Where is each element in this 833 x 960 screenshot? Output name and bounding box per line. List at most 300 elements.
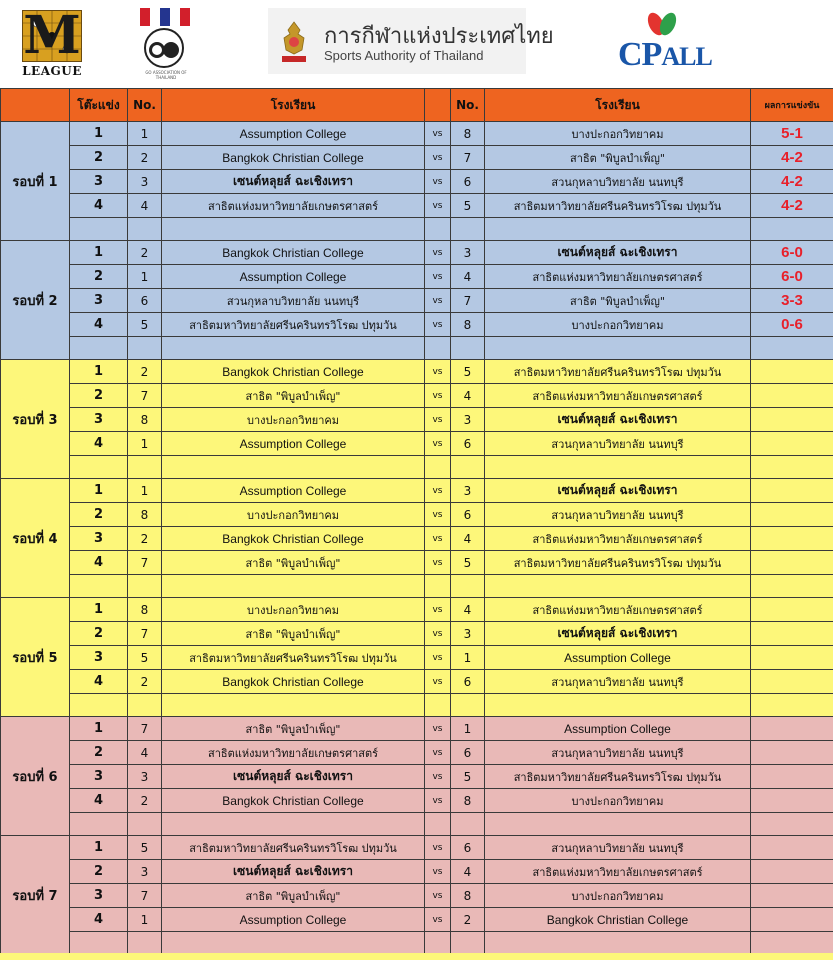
- school-2: สาธิตแห่งมหาวิทยาลัยเกษตรศาสตร์: [485, 598, 751, 622]
- board-number: 2: [70, 384, 128, 408]
- match-result: 4-2: [751, 194, 833, 218]
- board-number: 1: [70, 598, 128, 622]
- match-row: [1, 884, 833, 908]
- player-no-1: 1: [128, 122, 162, 146]
- match-result: [751, 765, 833, 789]
- spacer-row: [1, 575, 833, 598]
- player-no-2: 4: [451, 527, 485, 551]
- vs-label: vs: [425, 622, 451, 646]
- player-no-1: 8: [128, 408, 162, 432]
- vs-label: vs: [425, 479, 451, 503]
- player-no-1: 2: [128, 670, 162, 694]
- school-1: เซนต์หลุยส์ ฉะเชิงเทรา: [162, 860, 425, 884]
- board-number: 2: [70, 860, 128, 884]
- match-result: [751, 622, 833, 646]
- player-no-1: 2: [128, 789, 162, 813]
- spacer-cell: [751, 456, 833, 479]
- school-2: สาธิตมหาวิทยาลัยศรีนครินทรวิโรฒ ปทุมวัน: [485, 194, 751, 218]
- match-result: [751, 527, 833, 551]
- player-no-1: 3: [128, 860, 162, 884]
- cpall-wordmark: [618, 36, 712, 74]
- board-number: 2: [70, 503, 128, 527]
- round-label: รอบที่ 6: [1, 717, 70, 836]
- vs-label: vs: [425, 717, 451, 741]
- spacer-cell: [451, 218, 485, 241]
- match-result: [751, 860, 833, 884]
- vs-label: vs: [425, 551, 451, 575]
- spacer-cell: [70, 813, 128, 836]
- spacer-cell: [162, 932, 425, 955]
- school-2: เซนต์หลุยส์ ฉะเชิงเทรา: [485, 479, 751, 503]
- player-no-1: 7: [128, 884, 162, 908]
- player-no-2: 8: [451, 884, 485, 908]
- spacer-cell: [162, 813, 425, 836]
- player-no-1: 2: [128, 360, 162, 384]
- match-result: 3-3: [751, 289, 833, 313]
- spacer-row: [1, 813, 833, 836]
- vs-label: vs: [425, 408, 451, 432]
- spacer-cell: [425, 932, 451, 955]
- schedule-body: [1, 122, 833, 955]
- logo-bar: [0, 0, 833, 88]
- cpall-cp: CP: [618, 36, 662, 73]
- school-2: สวนกุหลาบวิทยาลัย นนทบุรี: [485, 836, 751, 860]
- vs-label: vs: [425, 432, 451, 456]
- spacer-cell: [485, 694, 751, 717]
- player-no-1: 4: [128, 194, 162, 218]
- school-2: สาธิตมหาวิทยาลัยศรีนครินทรวิโรฒ ปทุมวัน: [485, 360, 751, 384]
- school-1: Bangkok Christian College: [162, 670, 425, 694]
- match-row: [1, 408, 833, 432]
- spacer-cell: [70, 694, 128, 717]
- vs-label: vs: [425, 360, 451, 384]
- vs-label: vs: [425, 765, 451, 789]
- match-result: 5-1: [751, 122, 833, 146]
- sat-english-name: Sports Authority of Thailand: [324, 48, 484, 63]
- school-1: สาธิต "พิบูลบำเพ็ญ": [162, 884, 425, 908]
- school-2: สาธิตแห่งมหาวิทยาลัยเกษตรศาสตร์: [485, 384, 751, 408]
- school-1: สาธิตแห่งมหาวิทยาลัยเกษตรศาสตร์: [162, 741, 425, 765]
- match-row: [1, 765, 833, 789]
- match-result: [751, 836, 833, 860]
- spacer-cell: [485, 218, 751, 241]
- spacer-cell: [162, 218, 425, 241]
- match-row: [1, 717, 833, 741]
- match-result: [751, 717, 833, 741]
- cpall-flower-icon: [642, 8, 682, 38]
- school-2: สวนกุหลาบวิทยาลัย นนทบุรี: [485, 670, 751, 694]
- spacer-cell: [425, 337, 451, 360]
- vs-label: vs: [425, 789, 451, 813]
- spacer-cell: [128, 337, 162, 360]
- school-1: บางปะกอกวิทยาคม: [162, 503, 425, 527]
- vs-label: vs: [425, 860, 451, 884]
- spacer-cell: [425, 575, 451, 598]
- match-result: [751, 432, 833, 456]
- match-result: [751, 598, 833, 622]
- player-no-2: 4: [451, 598, 485, 622]
- round-label: รอบที่ 4: [1, 479, 70, 598]
- player-no-2: 8: [451, 313, 485, 337]
- player-no-1: 1: [128, 908, 162, 932]
- match-result: [751, 908, 833, 932]
- spacer-cell: [128, 813, 162, 836]
- player-no-1: 1: [128, 432, 162, 456]
- spacer-cell: [128, 932, 162, 955]
- school-2: สาธิตแห่งมหาวิทยาลัยเกษตรศาสตร์: [485, 265, 751, 289]
- board-number: 4: [70, 670, 128, 694]
- spacer-cell: [425, 694, 451, 717]
- player-no-1: 2: [128, 146, 162, 170]
- school-1: สาธิต "พิบูลบำเพ็ญ": [162, 717, 425, 741]
- spacer-row: [1, 932, 833, 955]
- school-2: เซนต์หลุยส์ ฉะเชิงเทรา: [485, 622, 751, 646]
- school-2: เซนต์หลุยส์ ฉะเชิงเทรา: [485, 408, 751, 432]
- school-1: Assumption College: [162, 122, 425, 146]
- header-round: [1, 89, 70, 122]
- mleague-letter: M: [23, 5, 81, 66]
- header-school-1: โรงเรียน: [162, 89, 425, 122]
- school-1: สาธิตมหาวิทยาลัยศรีนครินทรวิโรฒ ปทุมวัน: [162, 313, 425, 337]
- player-no-1: 7: [128, 717, 162, 741]
- match-row: [1, 479, 833, 503]
- board-number: 4: [70, 313, 128, 337]
- school-1: สาธิตแห่งมหาวิทยาลัยเกษตรศาสตร์: [162, 194, 425, 218]
- school-2: Assumption College: [485, 717, 751, 741]
- board-number: 2: [70, 265, 128, 289]
- round-label: รอบที่ 7: [1, 836, 70, 955]
- player-no-2: 7: [451, 146, 485, 170]
- school-2: สวนกุหลาบวิทยาลัย นนทบุรี: [485, 170, 751, 194]
- header-school-2: โรงเรียน: [485, 89, 751, 122]
- board-number: 1: [70, 122, 128, 146]
- player-no-1: 7: [128, 551, 162, 575]
- player-no-1: 5: [128, 836, 162, 860]
- go-association-caption: GO ASSOCIATION OF THAILAND: [145, 70, 187, 80]
- match-row: [1, 836, 833, 860]
- player-no-2: 3: [451, 479, 485, 503]
- school-1: Assumption College: [162, 908, 425, 932]
- spacer-cell: [425, 456, 451, 479]
- school-1: สาธิต "พิบูลบำเพ็ญ": [162, 622, 425, 646]
- player-no-1: 3: [128, 765, 162, 789]
- board-number: 3: [70, 289, 128, 313]
- match-result: [751, 551, 833, 575]
- match-row: [1, 265, 833, 289]
- board-number: 3: [70, 765, 128, 789]
- school-2: สวนกุหลาบวิทยาลัย นนทบุรี: [485, 503, 751, 527]
- player-no-2: 4: [451, 384, 485, 408]
- board-number: 1: [70, 836, 128, 860]
- match-result: 4-2: [751, 170, 833, 194]
- spacer-cell: [485, 813, 751, 836]
- vs-label: vs: [425, 598, 451, 622]
- school-2: สาธิตมหาวิทยาลัยศรีนครินทรวิโรฒ ปทุมวัน: [485, 765, 751, 789]
- match-row: [1, 551, 833, 575]
- schedule-table: [0, 88, 833, 955]
- board-number: 3: [70, 646, 128, 670]
- bottom-band: [0, 953, 833, 960]
- spacer-cell: [128, 218, 162, 241]
- player-no-2: 6: [451, 670, 485, 694]
- school-2: สาธิตแห่งมหาวิทยาลัยเกษตรศาสตร์: [485, 527, 751, 551]
- round-label: รอบที่ 1: [1, 122, 70, 241]
- player-no-2: 4: [451, 860, 485, 884]
- player-no-1: 8: [128, 598, 162, 622]
- school-1: Assumption College: [162, 432, 425, 456]
- match-result: [751, 741, 833, 765]
- school-2: บางปะกอกวิทยาคม: [485, 313, 751, 337]
- board-number: 1: [70, 241, 128, 265]
- cpall-all: ALL: [661, 42, 712, 71]
- mleague-label: LEAGUE: [22, 64, 82, 78]
- spacer-cell: [451, 456, 485, 479]
- vs-label: vs: [425, 741, 451, 765]
- player-no-1: 4: [128, 741, 162, 765]
- vs-label: vs: [425, 241, 451, 265]
- player-no-1: 3: [128, 170, 162, 194]
- spacer-row: [1, 694, 833, 717]
- match-row: [1, 527, 833, 551]
- player-no-2: 6: [451, 503, 485, 527]
- vs-label: vs: [425, 265, 451, 289]
- spacer-cell: [128, 575, 162, 598]
- match-row: [1, 289, 833, 313]
- match-row: [1, 122, 833, 146]
- go-association-logo: [140, 8, 192, 80]
- match-row: [1, 598, 833, 622]
- match-row: [1, 194, 833, 218]
- header-board: โต๊ะแข่ง: [70, 89, 128, 122]
- match-row: [1, 646, 833, 670]
- vs-label: vs: [425, 289, 451, 313]
- match-result: [751, 408, 833, 432]
- player-no-2: 5: [451, 551, 485, 575]
- match-result: [751, 670, 833, 694]
- school-1: Bangkok Christian College: [162, 789, 425, 813]
- sat-thai-name: การกีฬาแห่งประเทศไทย: [324, 24, 554, 49]
- player-no-1: 5: [128, 646, 162, 670]
- match-row: [1, 741, 833, 765]
- vs-label: vs: [425, 384, 451, 408]
- match-row: [1, 384, 833, 408]
- player-no-1: 2: [128, 527, 162, 551]
- match-row: [1, 360, 833, 384]
- match-result: [751, 789, 833, 813]
- spacer-row: [1, 218, 833, 241]
- board-number: 4: [70, 789, 128, 813]
- match-result: [751, 884, 833, 908]
- header-row: [1, 89, 833, 122]
- vs-label: vs: [425, 194, 451, 218]
- player-no-1: 8: [128, 503, 162, 527]
- vs-label: vs: [425, 313, 451, 337]
- board-number: 3: [70, 527, 128, 551]
- spacer-cell: [451, 337, 485, 360]
- player-no-1: 1: [128, 479, 162, 503]
- match-row: [1, 908, 833, 932]
- school-2: บางปะกอกวิทยาคม: [485, 884, 751, 908]
- spacer-cell: [128, 456, 162, 479]
- player-no-2: 6: [451, 741, 485, 765]
- board-number: 1: [70, 717, 128, 741]
- player-no-2: 1: [451, 717, 485, 741]
- spacer-cell: [451, 813, 485, 836]
- player-no-2: 6: [451, 836, 485, 860]
- spacer-row: [1, 456, 833, 479]
- player-no-1: 2: [128, 241, 162, 265]
- match-result: 4-2: [751, 146, 833, 170]
- player-no-1: 1: [128, 265, 162, 289]
- spacer-row: [1, 337, 833, 360]
- player-no-2: 5: [451, 765, 485, 789]
- spacer-cell: [425, 218, 451, 241]
- match-result: 0-6: [751, 313, 833, 337]
- player-no-2: 8: [451, 789, 485, 813]
- board-number: 4: [70, 432, 128, 456]
- school-1: Bangkok Christian College: [162, 527, 425, 551]
- player-no-2: 6: [451, 432, 485, 456]
- match-result: [751, 360, 833, 384]
- player-no-2: 7: [451, 289, 485, 313]
- round-label: รอบที่ 5: [1, 598, 70, 717]
- match-row: [1, 670, 833, 694]
- vs-label: vs: [425, 122, 451, 146]
- vs-label: vs: [425, 527, 451, 551]
- header-no-2: No.: [451, 89, 485, 122]
- school-2: สาธิต "พิบูลบำเพ็ญ": [485, 289, 751, 313]
- board-number: 1: [70, 360, 128, 384]
- spacer-cell: [70, 456, 128, 479]
- school-1: บางปะกอกวิทยาคม: [162, 408, 425, 432]
- yin-yang-icon: [144, 28, 184, 68]
- spacer-cell: [70, 337, 128, 360]
- school-1: สาธิตมหาวิทยาลัยศรีนครินทรวิโรฒ ปทุมวัน: [162, 836, 425, 860]
- spacer-cell: [751, 337, 833, 360]
- spacer-cell: [451, 932, 485, 955]
- cpall-logo: [618, 8, 728, 74]
- school-1: สวนกุหลาบวิทยาลัย นนทบุรี: [162, 289, 425, 313]
- board-number: 2: [70, 622, 128, 646]
- round-label: รอบที่ 3: [1, 360, 70, 479]
- match-row: [1, 503, 833, 527]
- spacer-cell: [485, 575, 751, 598]
- spacer-cell: [70, 575, 128, 598]
- school-1: Assumption College: [162, 479, 425, 503]
- spacer-cell: [162, 694, 425, 717]
- vs-label: vs: [425, 646, 451, 670]
- player-no-2: 4: [451, 265, 485, 289]
- spacer-cell: [485, 337, 751, 360]
- school-2: สาธิตแห่งมหาวิทยาลัยเกษตรศาสตร์: [485, 860, 751, 884]
- board-number: 4: [70, 908, 128, 932]
- school-2: สาธิตมหาวิทยาลัยศรีนครินทรวิโรฒ ปทุมวัน: [485, 551, 751, 575]
- school-2: สาธิต "พิบูลบำเพ็ญ": [485, 146, 751, 170]
- match-row: [1, 146, 833, 170]
- school-1: Assumption College: [162, 265, 425, 289]
- match-row: [1, 241, 833, 265]
- player-no-2: 8: [451, 122, 485, 146]
- school-1: Bangkok Christian College: [162, 360, 425, 384]
- match-row: [1, 789, 833, 813]
- board-number: 3: [70, 170, 128, 194]
- board-number: 4: [70, 551, 128, 575]
- board-number: 1: [70, 479, 128, 503]
- school-2: สวนกุหลาบวิทยาลัย นนทบุรี: [485, 741, 751, 765]
- board-number: 2: [70, 146, 128, 170]
- board-number: 4: [70, 194, 128, 218]
- player-no-2: 6: [451, 170, 485, 194]
- vs-label: vs: [425, 670, 451, 694]
- header-result: ผลการแข่งขัน: [751, 89, 833, 122]
- vs-label: vs: [425, 908, 451, 932]
- sat-emblem-icon: [278, 20, 310, 64]
- player-no-2: 1: [451, 646, 485, 670]
- vs-label: vs: [425, 170, 451, 194]
- player-no-1: 7: [128, 622, 162, 646]
- school-1: บางปะกอกวิทยาคม: [162, 598, 425, 622]
- spacer-cell: [70, 932, 128, 955]
- spacer-cell: [485, 932, 751, 955]
- board-number: 3: [70, 408, 128, 432]
- school-2: บางปะกอกวิทยาคม: [485, 122, 751, 146]
- player-no-1: 5: [128, 313, 162, 337]
- player-no-2: 5: [451, 194, 485, 218]
- mleague-logo: [22, 5, 82, 78]
- vs-label: vs: [425, 836, 451, 860]
- school-1: สาธิต "พิบูลบำเพ็ญ": [162, 384, 425, 408]
- match-result: [751, 384, 833, 408]
- spacer-cell: [751, 575, 833, 598]
- school-1: Bangkok Christian College: [162, 146, 425, 170]
- match-result: 6-0: [751, 265, 833, 289]
- spacer-cell: [162, 575, 425, 598]
- player-no-2: 2: [451, 908, 485, 932]
- spacer-cell: [70, 218, 128, 241]
- spacer-cell: [451, 575, 485, 598]
- player-no-1: 6: [128, 289, 162, 313]
- player-no-2: 5: [451, 360, 485, 384]
- school-2: Assumption College: [485, 646, 751, 670]
- match-row: [1, 170, 833, 194]
- vs-label: vs: [425, 503, 451, 527]
- match-row: [1, 622, 833, 646]
- match-row: [1, 313, 833, 337]
- school-1: สาธิต "พิบูลบำเพ็ญ": [162, 551, 425, 575]
- match-result: 6-0: [751, 241, 833, 265]
- spacer-cell: [451, 694, 485, 717]
- match-result: [751, 503, 833, 527]
- player-no-2: 3: [451, 241, 485, 265]
- school-1: สาธิตมหาวิทยาลัยศรีนครินทรวิโรฒ ปทุมวัน: [162, 646, 425, 670]
- spacer-cell: [162, 337, 425, 360]
- board-number: 2: [70, 741, 128, 765]
- player-no-2: 3: [451, 622, 485, 646]
- player-no-1: 7: [128, 384, 162, 408]
- school-2: Bangkok Christian College: [485, 908, 751, 932]
- match-result: [751, 479, 833, 503]
- school-1: เซนต์หลุยส์ ฉะเชิงเทรา: [162, 765, 425, 789]
- header-vs: [425, 89, 451, 122]
- player-no-2: 3: [451, 408, 485, 432]
- school-2: บางปะกอกวิทยาคม: [485, 789, 751, 813]
- match-row: [1, 860, 833, 884]
- thai-flag-icon: [140, 8, 190, 26]
- spacer-cell: [425, 813, 451, 836]
- school-2: เซนต์หลุยส์ ฉะเชิงเทรา: [485, 241, 751, 265]
- vs-label: vs: [425, 884, 451, 908]
- spacer-cell: [751, 694, 833, 717]
